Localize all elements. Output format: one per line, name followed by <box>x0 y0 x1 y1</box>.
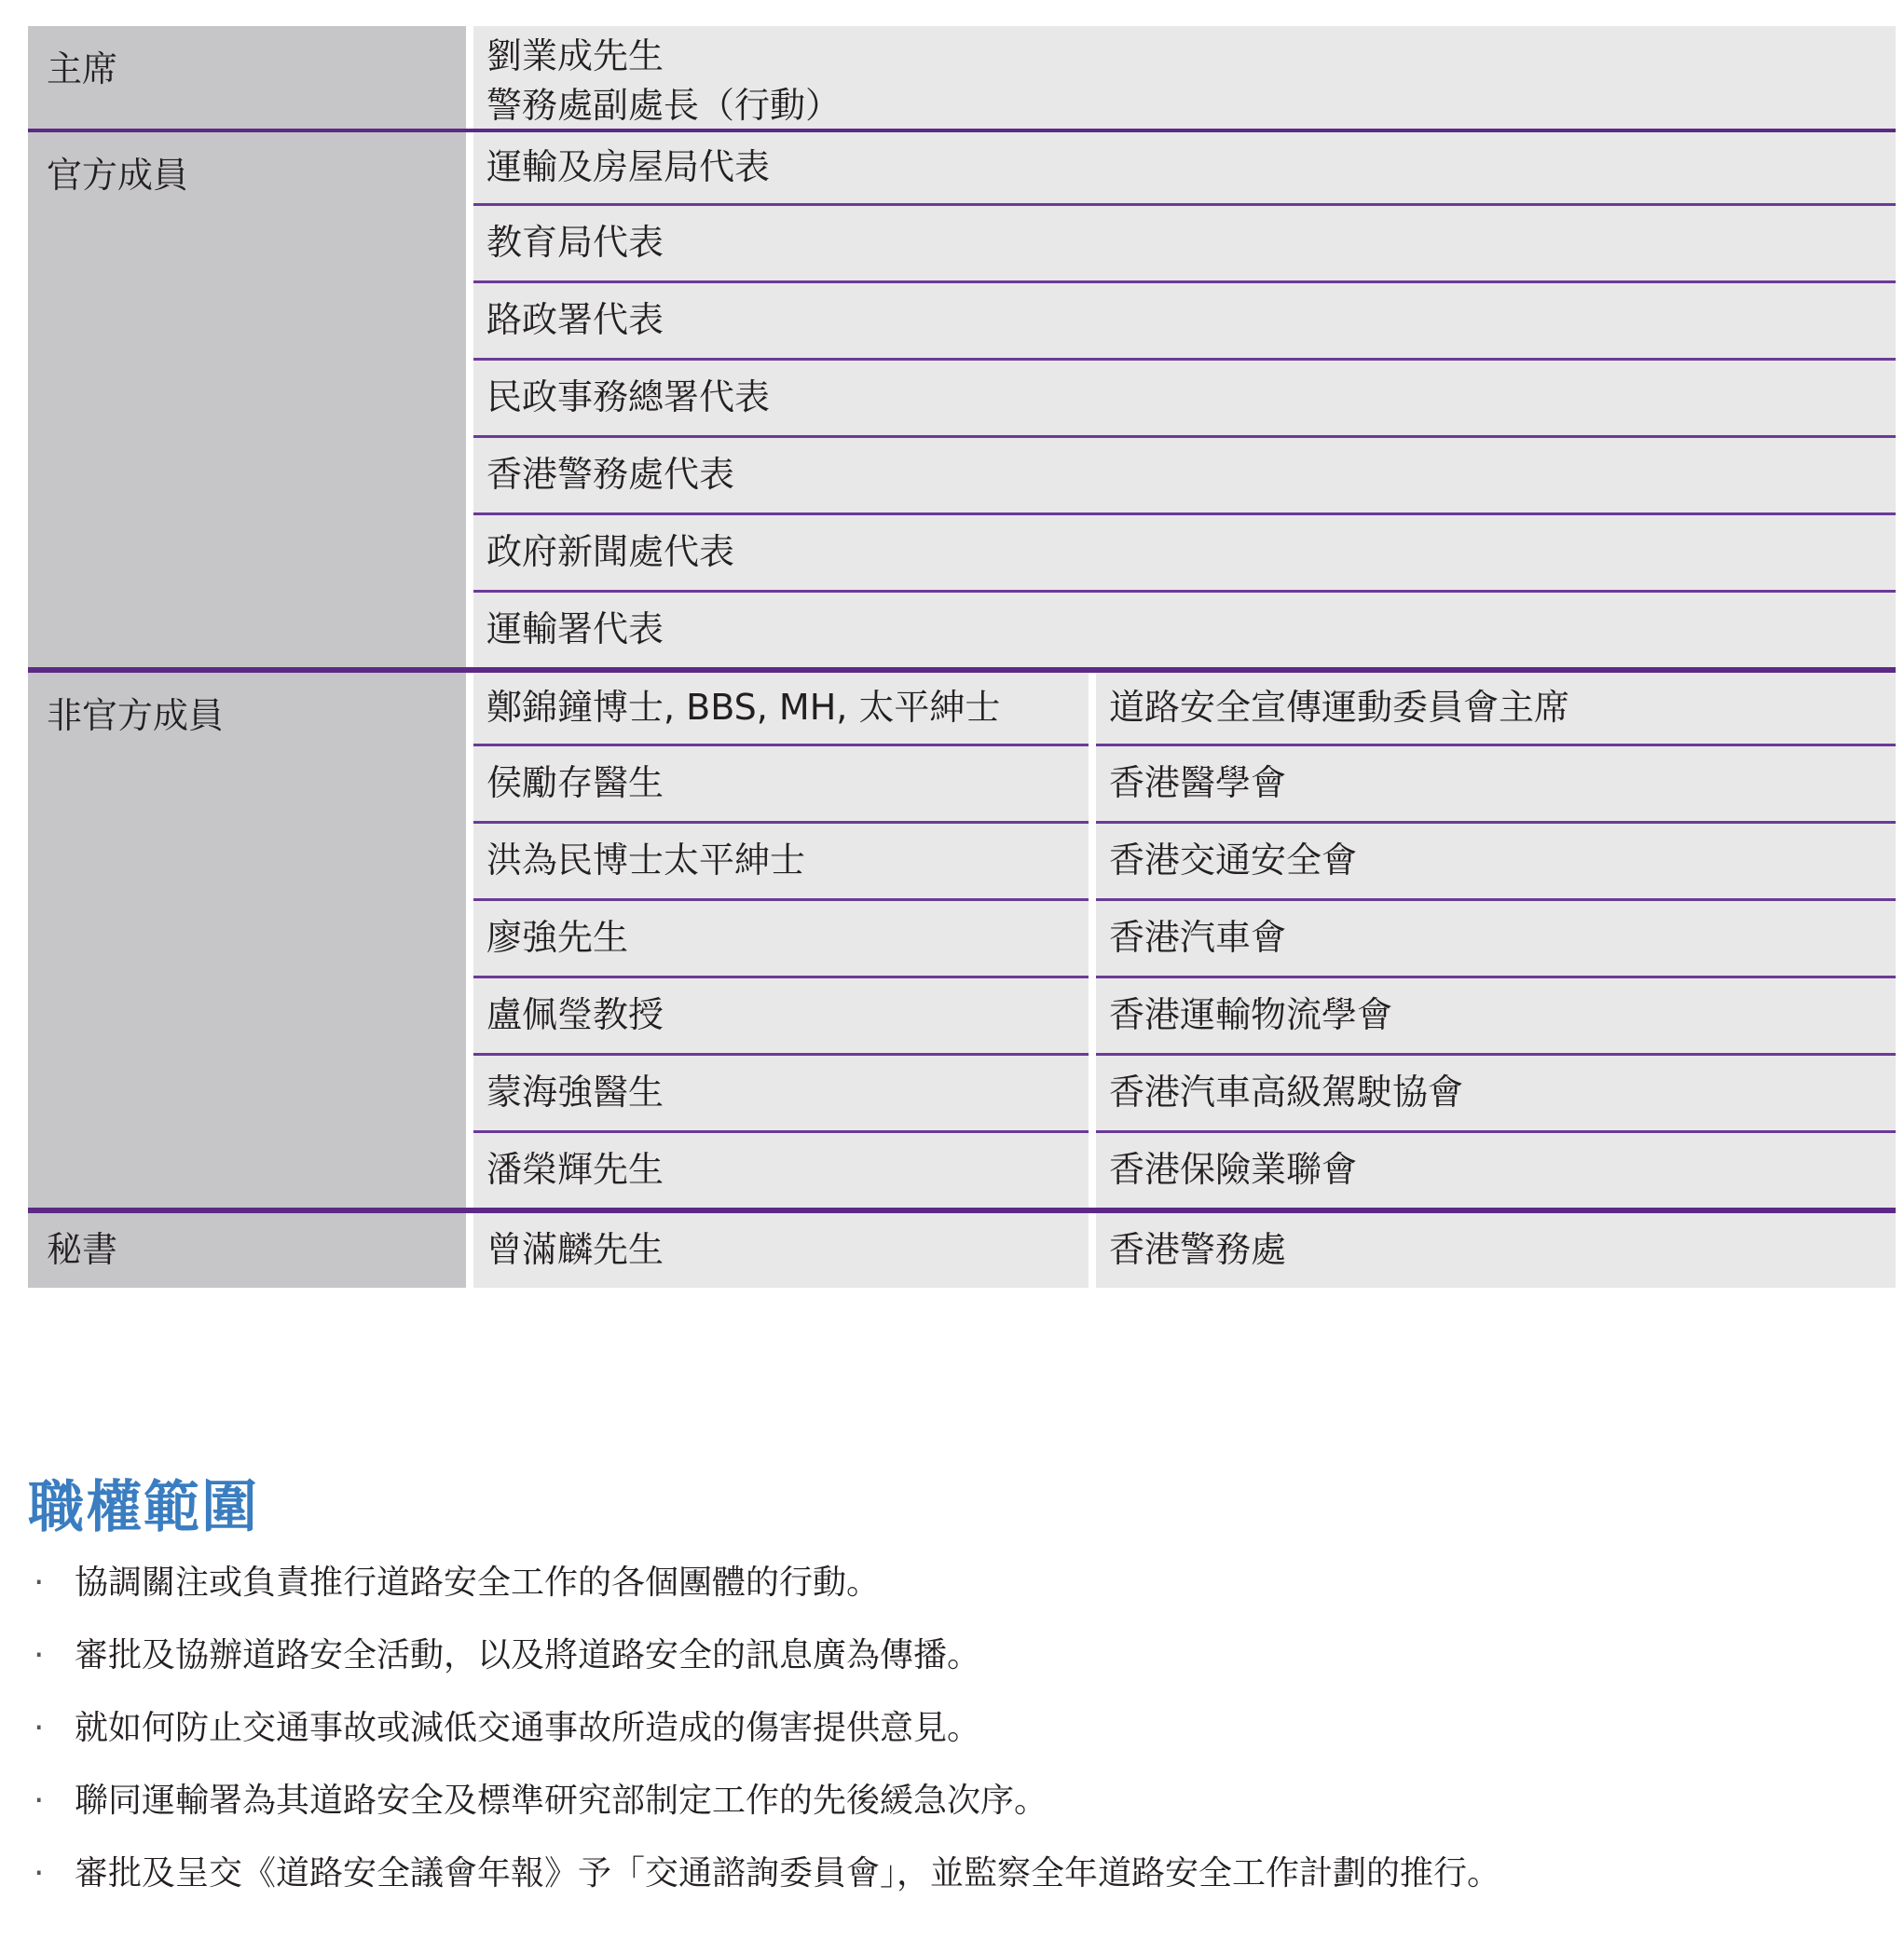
list-item <box>28 1765 1873 1838</box>
role-chair: 主席 <box>28 26 466 129</box>
member-org: 道路安全宣傳運動委員會主席 <box>1096 673 1896 744</box>
member-org: 香港汽車高級駕駛協會 <box>1096 1056 1896 1130</box>
official-member: 運輸及房屋局代表 <box>473 132 1896 203</box>
list-item <box>28 1838 1873 1910</box>
official-member: 教育局代表 <box>473 206 1896 280</box>
official-member: 民政事務總署代表 <box>473 361 1896 435</box>
bullet-icon: · <box>34 1854 45 1892</box>
role-official: 官方成員 <box>28 132 466 667</box>
member-org: 香港保險業聯會 <box>1096 1133 1896 1208</box>
official-member: 政府新聞處代表 <box>473 515 1896 590</box>
term-text: 就如何防止交通事故或減低交通事故所造成的傷害提供意見。 <box>75 1709 981 1747</box>
role-non-official: 非官方成員 <box>28 673 466 1208</box>
bullet-icon: · <box>34 1564 45 1602</box>
list-item <box>28 1547 1873 1619</box>
member-name: 鄭錦鐘博士, BBS, MH, 太平紳士 <box>473 673 1089 744</box>
list-item <box>28 1619 1873 1692</box>
member-org: 香港運輸物流學會 <box>1096 978 1896 1053</box>
bullet-icon: · <box>34 1636 45 1674</box>
term-text: 審批及呈交《道路安全議會年報》予「交通諮詢委員會」，並監察全年道路安全工作計劃的推行。 <box>75 1854 1501 1892</box>
chair-value <box>473 26 1896 129</box>
member-name: 侯勵存醫生 <box>473 746 1089 821</box>
member-org: 香港醫學會 <box>1096 746 1896 821</box>
terms-heading: 職權範圍 <box>28 1475 259 1540</box>
official-member: 路政署代表 <box>473 283 1896 358</box>
official-member: 運輸署代表 <box>473 593 1896 667</box>
member-name: 盧佩瑩教授 <box>473 978 1089 1053</box>
membership-table <box>28 26 1884 1288</box>
list-item <box>28 1692 1873 1765</box>
member-org: 香港汽車會 <box>1096 901 1896 976</box>
chair-title: 警務處副處長（行動） <box>486 85 842 127</box>
member-name: 蒙海強醫生 <box>473 1056 1089 1130</box>
secretary-org: 香港警務處 <box>1096 1213 1896 1288</box>
official-member: 香港警務處代表 <box>473 438 1896 512</box>
bullet-icon: · <box>34 1782 45 1820</box>
member-name: 廖強先生 <box>473 901 1089 976</box>
term-text: 審批及協辦道路安全活動，以及將道路安全的訊息廣為傳播。 <box>75 1636 981 1674</box>
member-name: 潘榮輝先生 <box>473 1133 1089 1208</box>
member-name: 洪為民博士太平紳士 <box>473 824 1089 898</box>
terms-list <box>28 1547 1873 1910</box>
chair-name: 劉業成先生 <box>486 35 664 76</box>
secretary-name: 曾滿麟先生 <box>473 1213 1089 1288</box>
term-text: 聯同運輸署為其道路安全及標準研究部制定工作的先後緩急次序。 <box>75 1782 1048 1820</box>
term-text: 協調關注或負責推行道路安全工作的各個團體的行動。 <box>75 1564 881 1602</box>
bullet-icon: · <box>34 1709 45 1747</box>
role-secretary: 秘書 <box>28 1213 466 1288</box>
member-org: 香港交通安全會 <box>1096 824 1896 898</box>
